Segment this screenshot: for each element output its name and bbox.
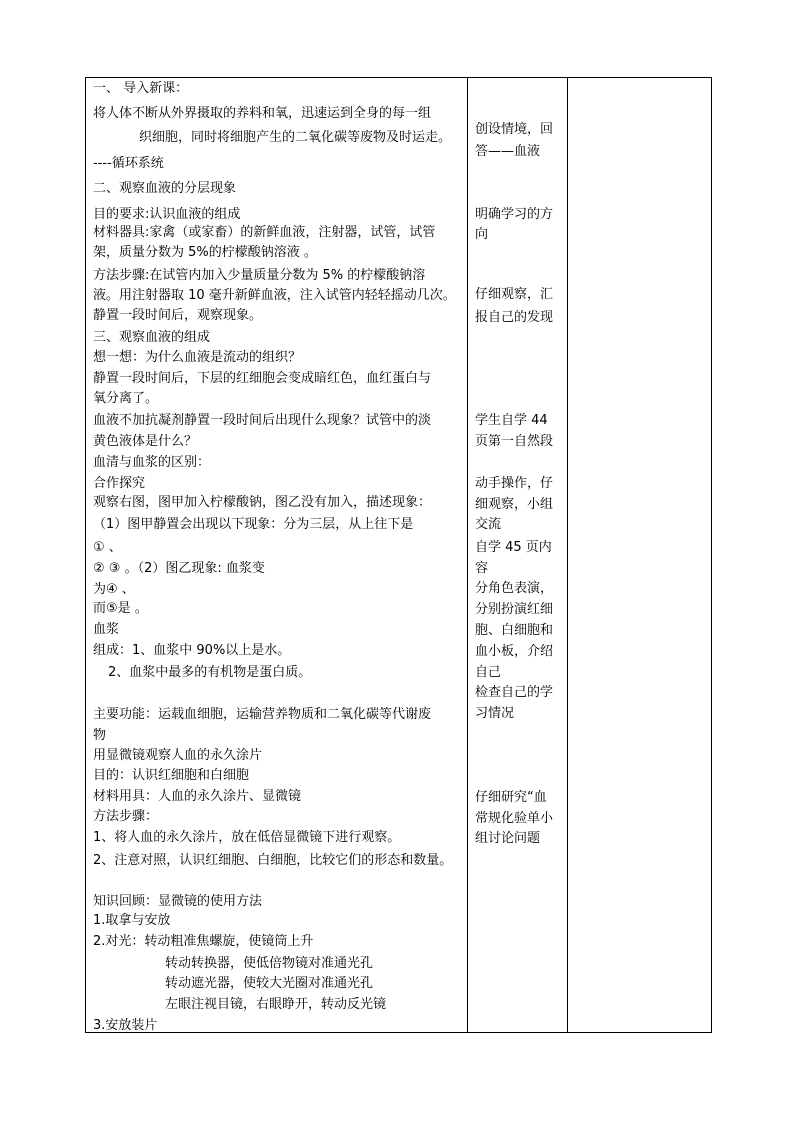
content-line: ② ③ 。（2）图乙现象: 血浆变 [93, 561, 265, 576]
content-line: 转动转换器，使低倍物镜对准通光孔 [165, 956, 374, 971]
activity-line: 动手操作，仔 [475, 476, 554, 491]
content-line: 将人体不断从外界摄取的养料和氧，迅速运到全身的每一组 [93, 106, 432, 121]
content-line: 织细胞，同时将细胞产生的二氧化碳等废物及时运走。 [139, 130, 452, 145]
content-line: 2、血浆中最多的有机物是蛋白质。 [108, 665, 312, 680]
activity-line: 容 [475, 561, 489, 576]
content-line: 用显微镜观察人血的永久涂片 [93, 748, 263, 763]
content-line: 氧分离了。 [93, 391, 159, 406]
content-line: 主要功能：运载血细胞，运输营养物质和二氧化碳等代谢废 [93, 707, 432, 722]
content-line: 想一想：为什么血液是流动的组织？ [93, 350, 302, 365]
content-line: 3.安放装片 [93, 1018, 158, 1033]
activity-line: 仔细研究“血 [475, 790, 547, 805]
content-line: 合作探究 [93, 476, 146, 491]
content-line: 观察右图，图甲加入柠檬酸钠，图乙没有加入，描述现象： [93, 495, 432, 510]
content-line: 液。用注射器取 10 毫升新鲜血液，注入试管内轻轻摇动几次。 [93, 288, 456, 303]
content-line: 血液不加抗凝剂静置一段时间后出现什么现象？试管中的淡 [93, 413, 432, 428]
content-line: 一、 导入新课： [93, 81, 189, 96]
content-line: ① 、 [93, 540, 122, 555]
section-heading: 二、观察血液的分层现象 [93, 181, 237, 196]
content-line: 为④ 、 [93, 582, 135, 597]
content-line: 方法步骤： [93, 809, 159, 824]
activity-line: 仔细观察，汇 [475, 287, 554, 302]
content-line: 转动遮光器，使较大光圈对准通光孔 [165, 976, 374, 991]
activity-line: 页第一自然段 [475, 434, 554, 449]
activity-line: 创设情境，回 [475, 122, 554, 137]
activity-line: 胞、白细胞和 [475, 623, 554, 638]
content-line: 2、注意对照，认识红细胞、白细胞，比较它们的形态和数量。 [93, 853, 453, 868]
activity-line: 答——血液 [475, 144, 541, 159]
activity-line: 细观察，小组 [475, 497, 554, 512]
activity-line: 交流 [475, 517, 502, 532]
content-line: 1、将人血的永久涂片，放在低倍显微镜下进行观察。 [93, 830, 401, 845]
content-line: 组成：1、血浆中 90%以上是水。 [93, 643, 291, 658]
content-line: 目的要求:认识血液的组成 [93, 207, 241, 222]
activity-line: 组讨论问题 [475, 831, 541, 846]
content-line: ----循环系统 [93, 156, 164, 171]
content-line: 血浆 [93, 622, 120, 637]
content-line: 方法步骤:在试管内加入少量质量分数为 5% 的柠檬酸钠溶 [93, 268, 426, 283]
content-line: 目的：认识红细胞和白细胞 [93, 768, 250, 783]
content-line: 而⑤是 。 [93, 601, 148, 616]
content-line: 静置一段时间后，观察现象。 [93, 308, 263, 323]
section-heading: 三、观察血液的组成 [93, 330, 211, 345]
activity-line: 自己 [475, 665, 502, 680]
content-line: 左眼注视目镜，右眼睁开，转动反光镜 [165, 997, 387, 1012]
activity-line: 常规化验单小 [475, 811, 554, 826]
activity-line: 报自己的发现 [475, 310, 554, 325]
content-line: 架，质量分数为 5%的柠檬酸钠溶液 。 [93, 245, 317, 260]
activity-line: 检查自己的学 [475, 685, 554, 700]
activity-line: 明确学习的方 [475, 207, 554, 222]
activity-line: 分别扮演红细 [475, 602, 554, 617]
content-line: 知识回顾：显微镜的使用方法 [93, 894, 263, 909]
activity-line: 习情况 [475, 706, 515, 721]
content-line: 静置一段时间后，下层的红细胞会变成暗红色，血红蛋白与 [93, 371, 432, 386]
lesson-table [85, 77, 712, 1033]
content-line: 材料器具:家禽（或家畜）的新鲜血液，注射器，试管，试管 [93, 225, 436, 240]
activity-line: 学生自学 44 [475, 413, 548, 428]
column-divider-1 [467, 78, 468, 1032]
content-line: 2.对光：转动粗准焦螺旋，使镜筒上升 [93, 934, 314, 949]
content-line: 材料用具：人血的永久涂片、显微镜 [93, 789, 302, 804]
content-line: （1）图甲静置会出现以下现象：分为三层，从上往下是 [93, 517, 414, 532]
content-line: 血清与血浆的区别： [93, 455, 211, 470]
content-line: 1.取拿与安放 [93, 913, 171, 928]
content-line: 黄色液体是什么？ [93, 434, 198, 449]
activity-line: 自学 45 页内 [475, 540, 552, 555]
activity-line: 向 [475, 227, 489, 242]
activity-line: 血小板，介绍 [475, 644, 554, 659]
column-divider-2 [567, 78, 568, 1032]
content-line: 物 [93, 728, 107, 743]
activity-line: 分角色表演， [475, 581, 554, 596]
